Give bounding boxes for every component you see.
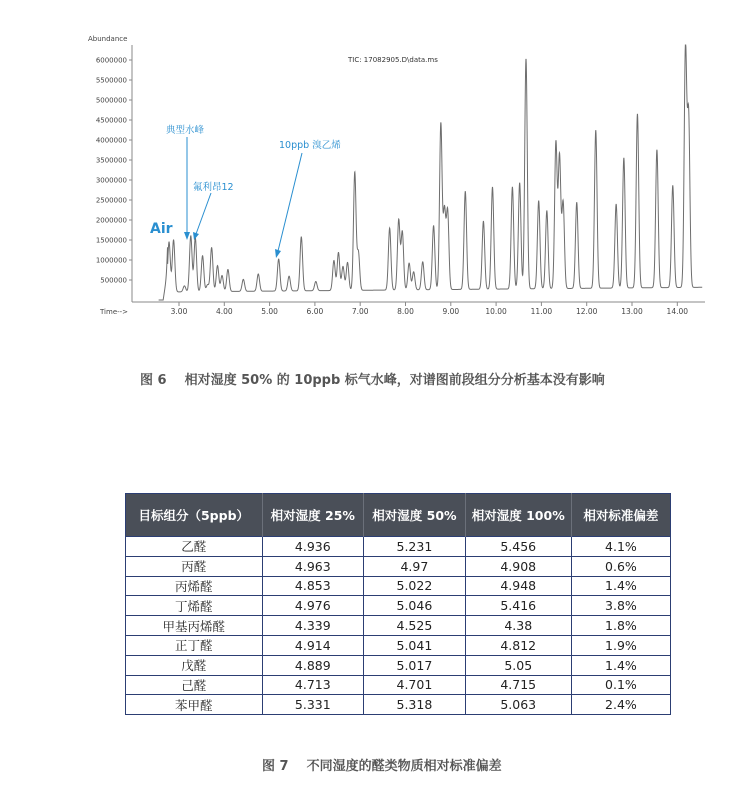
x-tick-label: 11.00 <box>530 307 553 316</box>
y-tick-label: 1000000 <box>95 256 127 265</box>
table-cell: 4.38 <box>465 616 571 636</box>
table-cell: 5.022 <box>364 576 466 596</box>
table-cell: 苯甲醛 <box>126 695 263 715</box>
x-tick-label: 7.00 <box>351 307 369 316</box>
table-cell: 4.853 <box>262 576 364 596</box>
table-cell: 4.97 <box>364 556 466 576</box>
table-cell: 乙醛 <box>126 537 263 557</box>
table-cell: 己醛 <box>126 675 263 695</box>
table-cell: 4.1% <box>571 537 670 557</box>
table-cell: 4.908 <box>465 556 571 576</box>
header-rh50: 相对湿度 50% <box>364 494 466 537</box>
water-peak-label: 典型水峰 <box>166 125 205 136</box>
table-cell: 4.963 <box>262 556 364 576</box>
table-row <box>126 695 671 715</box>
table-cell: 4.889 <box>262 655 364 675</box>
table-row <box>126 655 671 675</box>
table-cell: 4.914 <box>262 635 364 655</box>
table-row <box>126 556 671 576</box>
y-tick-label: 3000000 <box>95 176 127 185</box>
table-cell: 5.05 <box>465 655 571 675</box>
table-cell: 丙烯醛 <box>126 576 263 596</box>
table-cell: 0.6% <box>571 556 670 576</box>
x-tick-label: 6.00 <box>306 307 324 316</box>
x-tick-label: 8.00 <box>397 307 414 316</box>
table-cell: 5.331 <box>262 695 364 715</box>
table-row <box>126 576 671 596</box>
table-cell: 4.948 <box>465 576 571 596</box>
table-row <box>126 596 671 616</box>
rsd-table <box>125 493 671 715</box>
y-tick-label: 2500000 <box>95 196 127 205</box>
table-cell: 4.525 <box>364 616 466 636</box>
table-row <box>126 537 671 557</box>
table-cell: 4.713 <box>262 675 364 695</box>
x-axis-title: Time--> <box>100 308 129 316</box>
header-component: 目标组分（5ppb） <box>126 494 263 537</box>
table-cell: 丁烯醛 <box>126 596 263 616</box>
table-header-row <box>126 494 671 537</box>
table-cell: 5.063 <box>465 695 571 715</box>
table-cell: 3.8% <box>571 596 670 616</box>
table-cell: 5.017 <box>364 655 466 675</box>
y-tick-label: 5500000 <box>95 76 127 85</box>
table-cell: 5.046 <box>364 596 466 616</box>
table-cell: 丙醛 <box>126 556 263 576</box>
table-cell: 4.976 <box>262 596 364 616</box>
table-cell: 5.231 <box>364 537 466 557</box>
y-tick-label: 5000000 <box>95 96 127 105</box>
table-cell: 1.4% <box>571 655 670 675</box>
x-tick-label: 12.00 <box>575 307 598 316</box>
x-tick-label: 10.00 <box>485 307 507 316</box>
freon-label: 氟利昂12 <box>193 182 234 193</box>
header-rsd: 相对标准偏差 <box>571 494 670 537</box>
table-cell: 4.339 <box>262 616 364 636</box>
table-cell: 甲基丙烯醛 <box>126 616 263 636</box>
table-cell: 1.4% <box>571 576 670 596</box>
table-row <box>126 635 671 655</box>
y-tick-label: 2000000 <box>95 216 127 225</box>
table-cell: 1.9% <box>571 635 670 655</box>
air-label: Air <box>150 221 173 237</box>
bromoethane-label: 10ppb 溴乙烯 <box>279 140 341 151</box>
table-cell: 4.936 <box>262 537 364 557</box>
tic-label: TIC: 17082905.D\data.ms <box>348 56 438 64</box>
x-tick-label: 9.00 <box>442 307 460 316</box>
table-cell: 正丁醛 <box>126 635 263 655</box>
y-tick-label: 4000000 <box>95 136 127 145</box>
x-tick-label: 4.00 <box>215 307 233 316</box>
table-cell: 0.1% <box>571 675 670 695</box>
x-tick-label: 5.00 <box>261 307 278 316</box>
table-cell: 5.456 <box>465 537 571 557</box>
x-tick-label: 14.00 <box>666 307 689 316</box>
chromatogram-trace <box>159 45 703 300</box>
y-tick-label: 1500000 <box>95 236 127 245</box>
table-row <box>126 675 671 695</box>
table-cell: 5.041 <box>364 635 466 655</box>
table-cell: 1.8% <box>571 616 670 636</box>
x-axis-ticks <box>171 302 689 316</box>
figure7-caption: 图 7 不同湿度的醛类物质相对标准偏差 <box>262 759 502 774</box>
table-cell: 5.318 <box>364 695 466 715</box>
annotations <box>150 124 341 258</box>
annotation-arrows <box>184 137 302 258</box>
y-tick-label: 500000 <box>100 276 127 285</box>
chromatogram <box>0 0 746 330</box>
y-axis-title: Abundance <box>88 35 128 43</box>
y-tick-label: 6000000 <box>95 56 127 65</box>
table-cell: 戊醛 <box>126 655 263 675</box>
figure6-caption: 图 6 相对湿度 50% 的 10ppb 标气水峰，对谱图前段组分分析基本没有影响 <box>140 373 605 388</box>
table-body <box>126 537 671 715</box>
header-rh25: 相对湿度 25% <box>262 494 364 537</box>
y-tick-label: 3500000 <box>95 156 127 165</box>
y-tick-label: 4500000 <box>95 116 127 125</box>
header-rh100: 相对湿度 100% <box>465 494 571 537</box>
y-axis-ticks <box>96 57 132 285</box>
table-row <box>126 616 671 636</box>
x-tick-label: 3.00 <box>170 307 188 316</box>
table-cell: 4.701 <box>364 675 466 695</box>
table-cell: 4.812 <box>465 635 571 655</box>
table-cell: 2.4% <box>571 695 670 715</box>
x-tick-label: 13.00 <box>621 307 643 316</box>
table-cell: 4.715 <box>465 675 571 695</box>
table-cell: 5.416 <box>465 596 571 616</box>
